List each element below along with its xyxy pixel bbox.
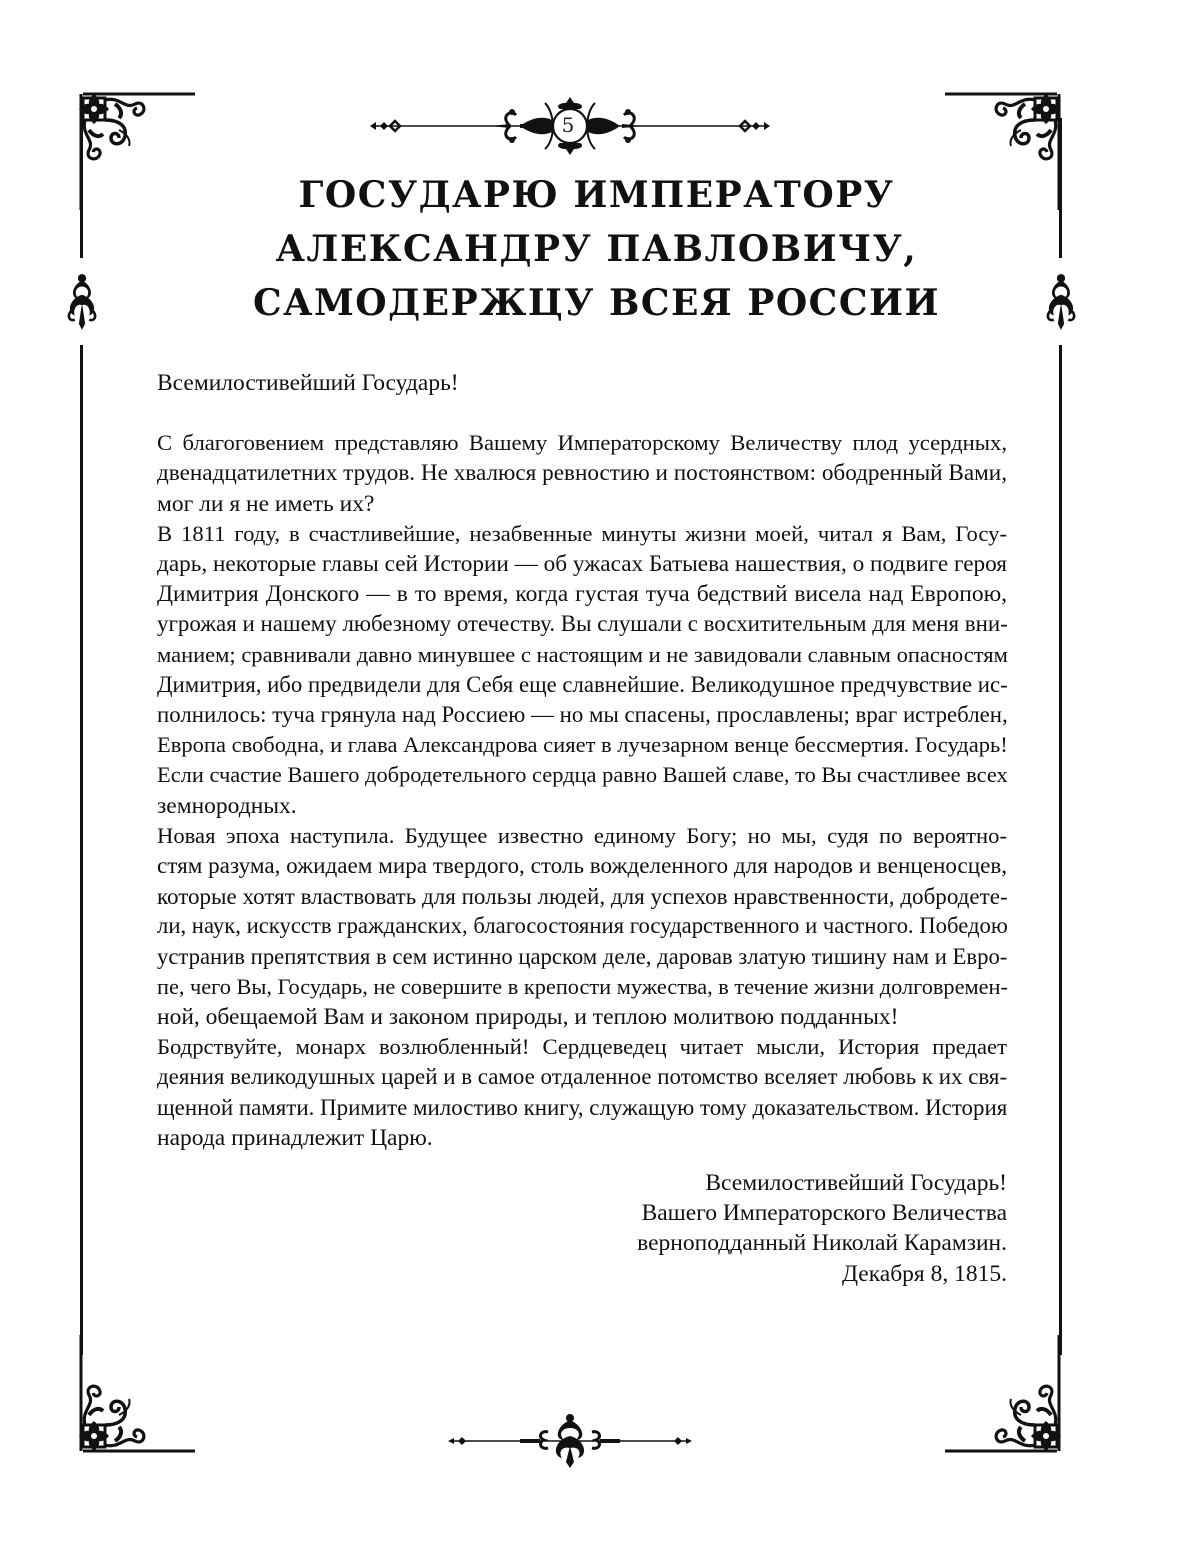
text-line: пе, чего Вы, Государь, не совершите в крепости мужества, в течение жизни долговремен- xyxy=(157,973,1008,999)
text-line: дарь, некоторые главы сей Истории — об ужасах Батыева нашествия, о подвиге героя xyxy=(157,551,1007,578)
text-line: Если счастие Вашего добродетельного сердца равно Вашей славе, то Вы счастливее всех xyxy=(157,762,1008,788)
text-line: Европа свободна, и глава Александрова сияет в лучезарном венце бессмертия. Государь! xyxy=(157,732,1008,758)
letter-body xyxy=(125,368,1007,1153)
frame-left-middle xyxy=(80,345,83,1355)
text-line: Бодрствуйте, монарх возлюбленный! Сердцеведец читает мысли, История предает xyxy=(157,1034,1007,1060)
dedication-title xyxy=(0,168,1193,330)
text-line: угрожая и нашему любезному отечеству. Вы слушали с восхитительным для меня вни- xyxy=(157,611,1008,637)
text-line: народа принадлежит Царю. xyxy=(157,1124,433,1151)
text-line: В 1811 году, в счастливейшие, незабвенные минуты жизни моей, читал я Вам, Госу- xyxy=(157,520,1007,546)
text-line: которые хотят властвовать для пользы людей, для успехов нравственности, добродете- xyxy=(157,883,1008,910)
signature-author: верноподданный Николай Карамзин. xyxy=(637,1230,1007,1257)
paragraphs xyxy=(125,428,1007,1153)
frame-right-middle xyxy=(1059,345,1062,1355)
text-line: ной, обещаемой Вам и законом природы, и теплою молитвою подданных! xyxy=(157,1004,899,1031)
signature-date: Декабря 8, 1815. xyxy=(841,1260,1007,1287)
text-line: манием; сравнивали давно минувшее с настоящим и не завидовали славным опасностям xyxy=(157,641,1008,667)
text-line: ли, наук, искусств гражданских, благосостояния государственного и частного. Победою xyxy=(157,913,1008,939)
text-line: полнилось: туча грянула над Россиею — но мы спасены, прославлены; враг истреблен, xyxy=(157,702,1008,728)
title-line: ГОСУДАРЮ ИМПЕРАТОРУ xyxy=(298,174,895,216)
text-line: двенадцатилетних трудов. Не хвалюся ревностию и постоянством: ободренный Вами, xyxy=(157,460,1007,487)
text-line: Димитрия, ибо предвидели для Себя еще славнейшие. Великодушное предчувствие ис- xyxy=(157,671,1008,697)
text-line: деяния великодушных царей и в самое отдаленное потомство вселяет любовь к их свя- xyxy=(157,1064,1008,1090)
floral-corner-icon xyxy=(945,1335,1065,1455)
paragraph xyxy=(125,519,1007,821)
floral-corner-icon xyxy=(75,1335,195,1455)
signature-line: Вашего Императорского Величества xyxy=(641,1200,1007,1227)
text-line: Димитрия Донского — в то время, когда густая туча бедствий висела над Европою, xyxy=(157,581,1007,608)
text-line: Новая эпоха наступила. Будущее известно единому Богу; но мы, судя по вероятно- xyxy=(157,822,1007,848)
paragraph xyxy=(125,428,1007,519)
text-line: С благоговением представляю Вашему Императорскому Величеству плод усердных, xyxy=(157,430,1007,456)
text-line: устранив препятствия в сем истинно царском деле, даровав златую тишину нам и Евро- xyxy=(157,943,1008,969)
page-number: 5 xyxy=(561,113,575,137)
footer-fleuron-icon xyxy=(440,1410,700,1470)
text-line: мог ли я не иметь их? xyxy=(157,490,375,517)
title-line: АЛЕКСАНДРУ ПАВЛОВИЧУ, xyxy=(275,228,918,270)
signature-block xyxy=(637,1168,1007,1289)
title-line: САМОДЕРЖЦУ ВСЕЯ РОССИИ xyxy=(252,282,941,324)
text-line: стям разума, ожидаем мира твердого, столь вожделенного для народов и венценосцев, xyxy=(157,853,1008,880)
paragraph xyxy=(125,821,1007,1032)
paragraph xyxy=(125,1032,1007,1153)
text-line: земнородных. xyxy=(157,792,297,819)
salutation: Всемилостивейший Государь! xyxy=(157,370,459,396)
signature-line: Всемилостивейший Государь! xyxy=(705,1170,1007,1196)
text-line: щенной памяти. Примите милостиво книгу, служащую тому доказательством. История xyxy=(157,1094,1008,1120)
